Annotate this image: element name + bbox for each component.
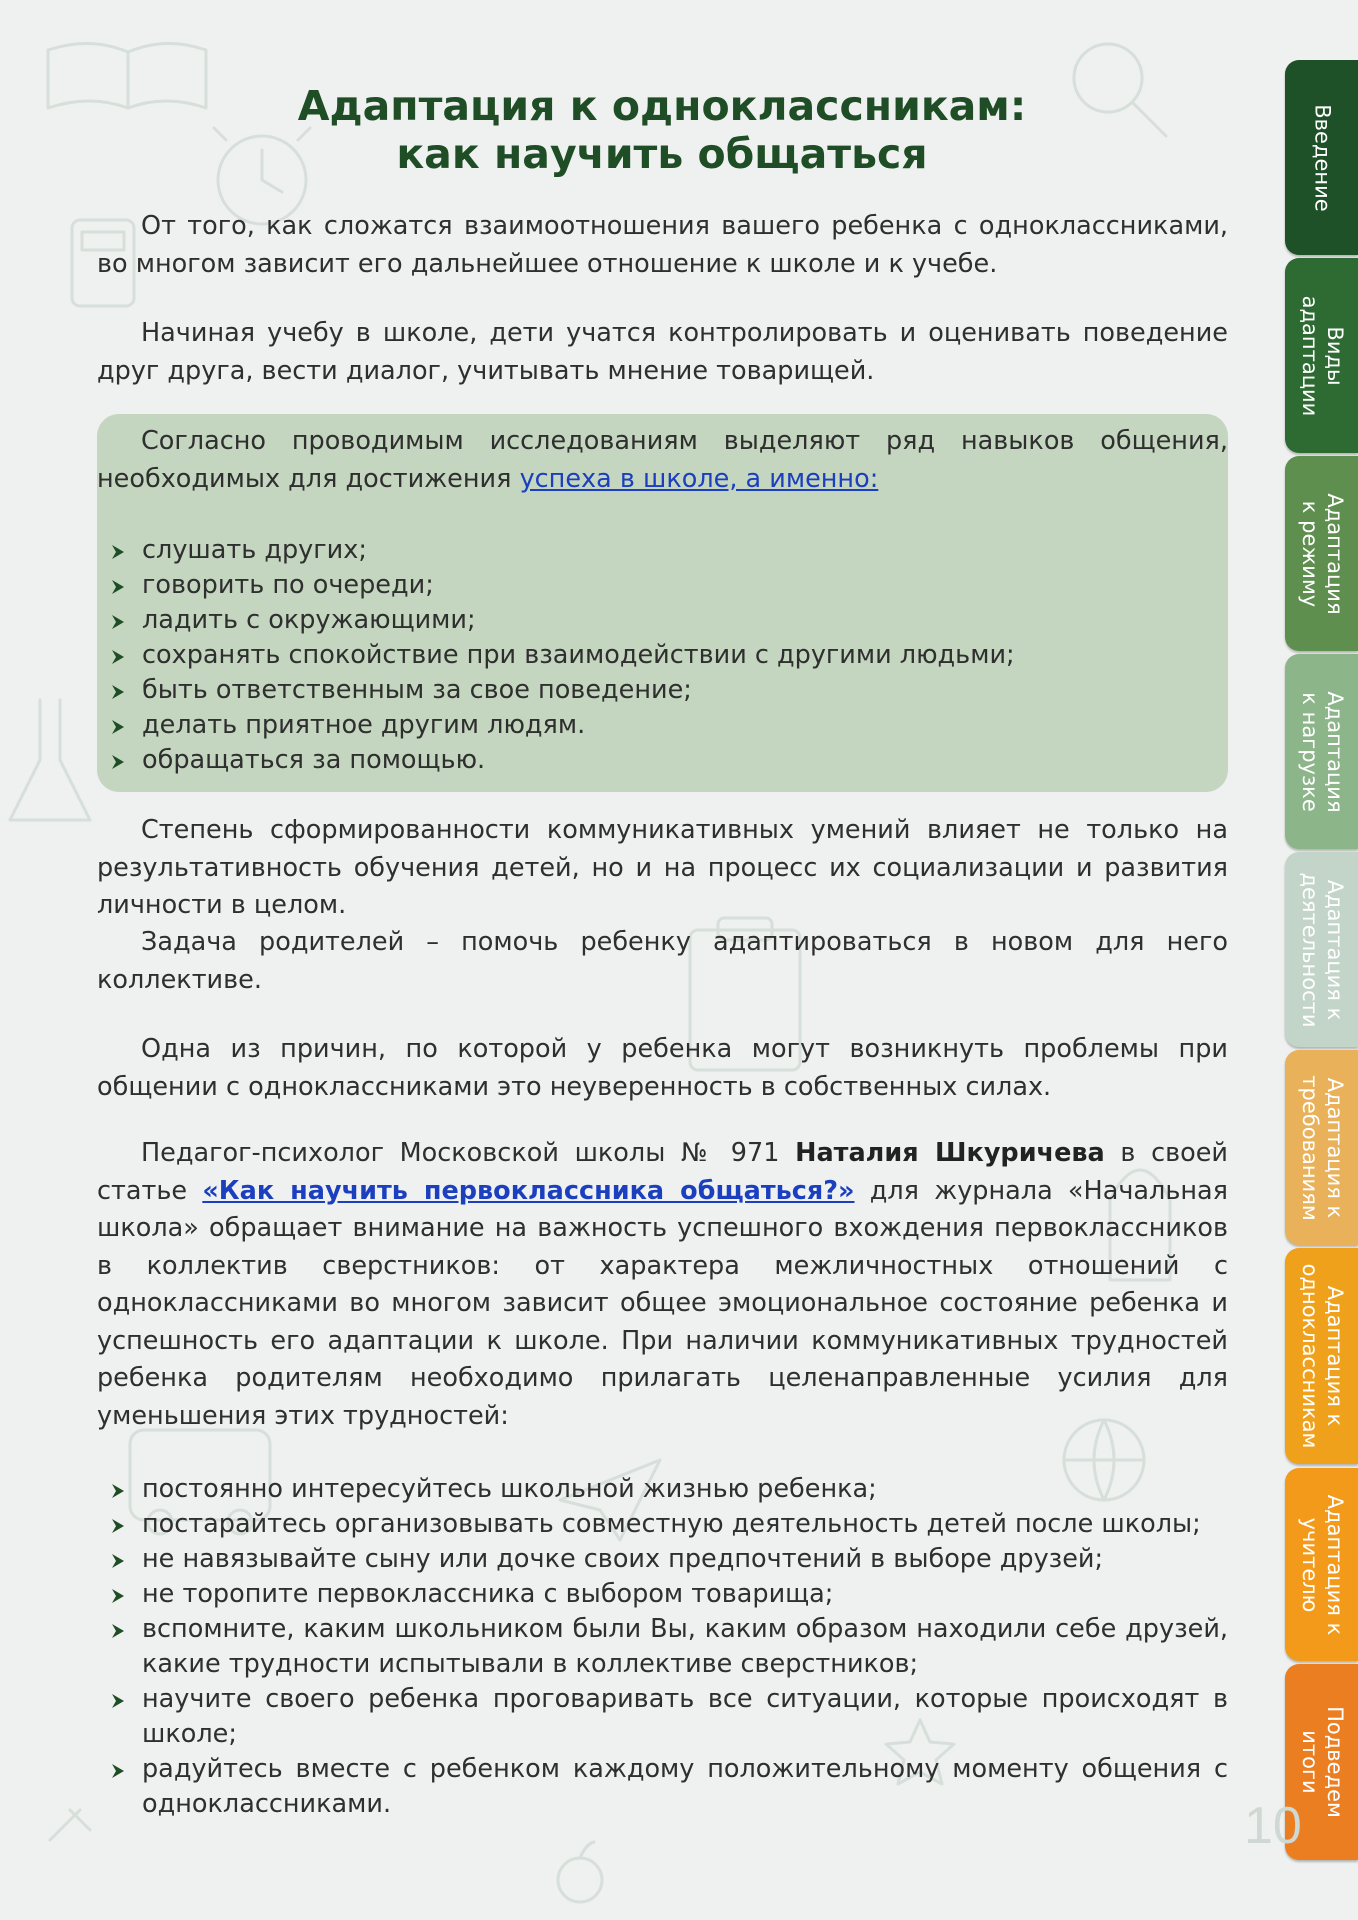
section-tab-label: Адаптация к режиму	[1297, 492, 1347, 615]
bullet-arrow-icon	[110, 1763, 126, 1779]
list-item	[110, 533, 1228, 568]
list-item-text: не торопите первоклассника с выбором товарища;	[142, 1579, 834, 1609]
body-paragraph-6	[97, 1135, 1228, 1435]
bullet-arrow-icon	[110, 1588, 126, 1604]
bullet-arrow-icon	[110, 1483, 126, 1499]
section-tab[interactable]	[1285, 852, 1358, 1047]
section-tab-label: Введение	[1310, 103, 1334, 212]
section-tab[interactable]	[1285, 1248, 1358, 1464]
skills-list	[110, 533, 1228, 778]
section-tab-label: Адаптация к учителю	[1297, 1494, 1347, 1635]
list-item-text: обращаться за помощью.	[142, 745, 486, 775]
section-tab-label: Подведем итоги	[1297, 1706, 1347, 1818]
bullet-arrow-icon	[110, 754, 126, 770]
list-item	[110, 708, 1228, 743]
list-item-text: радуйтесь вместе с ребенком каждому положительному моменту общения с одноклассниками.	[142, 1754, 1228, 1819]
list-item	[110, 603, 1228, 638]
bullet-arrow-icon	[110, 1518, 126, 1534]
list-item	[110, 743, 1228, 778]
list-item	[110, 638, 1228, 673]
list-item-text: не навязывайте сыну или дочке своих предпочтений в выборе друзей;	[142, 1544, 1104, 1574]
list-item	[110, 1577, 1228, 1612]
section-tab[interactable]	[1285, 1050, 1358, 1245]
list-item-text: делать приятное другим людям.	[142, 710, 586, 740]
bullet-arrow-icon	[110, 1623, 126, 1639]
list-item-text: быть ответственным за свое поведение;	[142, 675, 692, 705]
list-item	[110, 568, 1228, 603]
section-tab[interactable]	[1285, 258, 1358, 453]
list-item-text: слушать других;	[142, 535, 367, 565]
list-item	[110, 1542, 1228, 1577]
body-paragraph-5: Одна из причин, по которой у ребенка могут возникнуть проблемы при общении с одноклассниками это неуверенность в собственных силах.	[97, 1034, 1228, 1102]
skills-lead	[97, 423, 1228, 498]
article-link[interactable]: «Как научить первоклассника общаться?»	[202, 1175, 855, 1206]
title-line-1: Адаптация к одноклассникам:	[297, 82, 1027, 130]
list-item-text: вспомните, каким школьником были Вы, каким образом находили себе друзей, какие трудности испытывали в коллективе сверстников;	[142, 1614, 1228, 1679]
section-tab-label: Адаптация к одноклассникам	[1297, 1263, 1347, 1449]
bullet-arrow-icon	[110, 719, 126, 735]
section-tab-label: Виды адаптации	[1297, 295, 1347, 416]
intro-paragraph-2: Начиная учебу в школе, дети учатся контролировать и оценивать поведение друг друга, вести диалог, учитывать мнение товарищей.	[97, 318, 1228, 386]
section-tab[interactable]	[1285, 60, 1358, 255]
intro-paragraph-1: От того, как сложатся взаимоотношения вашего ребенка с одноклассниками, во многом зависит его дальнейшее отношение к школе и к учебе.	[97, 211, 1228, 279]
list-item-text: постоянно интересуйтесь школьной жизнью ребенка;	[142, 1474, 877, 1504]
author-name: Наталия Шкуричева	[795, 1138, 1105, 1168]
title-line-2: как научить общаться	[396, 130, 928, 178]
list-item-text: научите своего ребенка проговаривать все ситуации, которые происходят в школе;	[142, 1684, 1228, 1749]
list-item	[110, 1472, 1228, 1507]
list-item-text: постарайтесь организовывать совместную деятельность детей после школы;	[142, 1509, 1201, 1539]
list-item	[110, 1752, 1228, 1822]
p6-text-c: для журнала «Начальная школа» обращает внимание на важность успешного вхождения первоклассников в коллектив сверстников: от характера межличностных отношений с одноклассниками во многом зависит общее эмоциональное состояние ребенка и успешность его адаптации к школе. При наличии коммуникативных трудностей ребенка родителям необходимо прилагать целенаправленные усилия для уменьшения этих трудностей:	[97, 1175, 1228, 1431]
page-title	[96, 82, 1228, 178]
p6-text-b: в своей статье	[97, 1138, 1229, 1206]
body-paragraph-3: Степень сформированности коммуникативных умений влияет не только на результативность обучения детей, но и на процесс их социализации и развития личности в целом.	[97, 815, 1228, 920]
list-item	[110, 1682, 1228, 1752]
list-item	[110, 1612, 1228, 1682]
bullet-arrow-icon	[110, 579, 126, 595]
skills-lead-link[interactable]: успеха в школе, а именно:	[519, 463, 879, 494]
list-item	[110, 1507, 1228, 1542]
bullet-arrow-icon	[110, 684, 126, 700]
section-tab-label: Адаптация к деятельности	[1297, 871, 1347, 1028]
section-tab-label: Адаптация к нагрузке	[1297, 690, 1347, 813]
list-item-text: ладить с окружающими;	[142, 605, 476, 635]
section-tab[interactable]	[1285, 654, 1358, 849]
tips-list	[110, 1472, 1228, 1822]
bullet-arrow-icon	[110, 1553, 126, 1569]
section-tab[interactable]	[1285, 1468, 1358, 1661]
bullet-arrow-icon	[110, 649, 126, 665]
body-paragraph-4: Задача родителей – помочь ребенку адаптироваться в новом для него коллективе.	[97, 927, 1228, 995]
p6-text-a: Педагог-психолог Московской школы № 971	[141, 1138, 796, 1168]
bullet-arrow-icon	[110, 544, 126, 560]
skills-lead-text: Согласно проводимым исследованиям выделяют ряд навыков общения, необходимых для достижения	[97, 426, 1228, 494]
section-tab-label: Адаптация к требованиям	[1297, 1074, 1347, 1221]
section-tab[interactable]	[1285, 456, 1358, 651]
list-item	[110, 673, 1228, 708]
list-item-text: говорить по очереди;	[142, 570, 434, 600]
list-item-text: сохранять спокойствие при взаимодействии с другими людьми;	[142, 640, 1015, 670]
bullet-arrow-icon	[110, 1693, 126, 1709]
bullet-arrow-icon	[110, 614, 126, 630]
page-number: 10	[1244, 1797, 1302, 1855]
